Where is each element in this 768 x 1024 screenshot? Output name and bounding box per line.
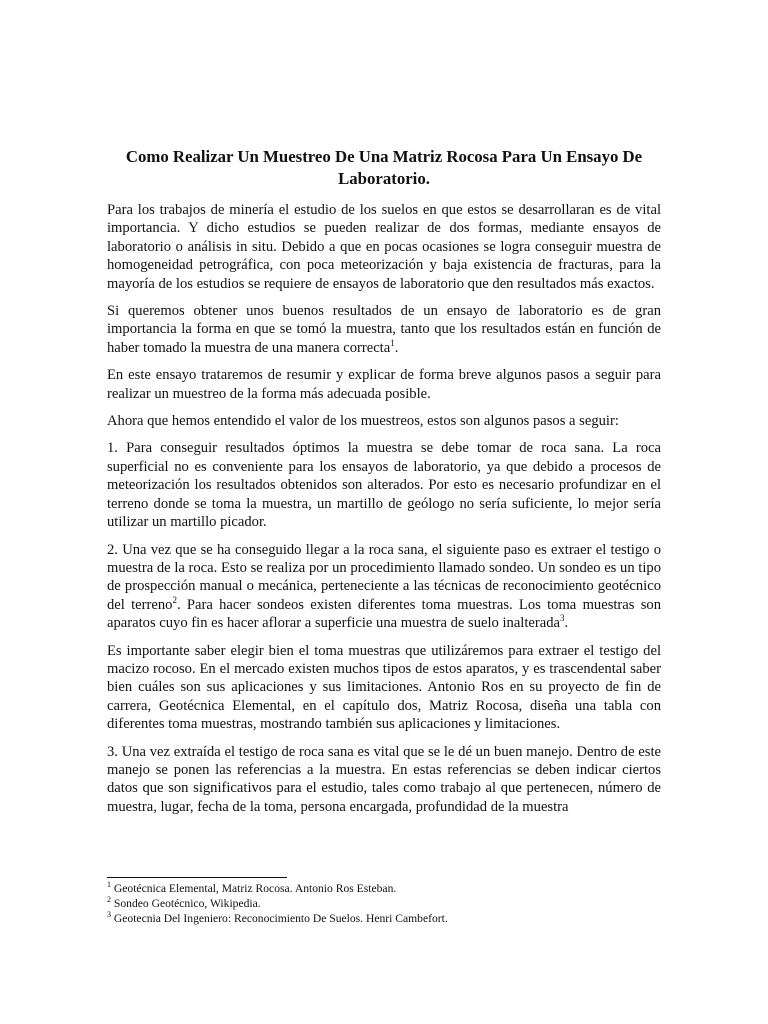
footnote-number: 1 — [107, 880, 111, 890]
paragraph-intro — [107, 201, 661, 293]
paragraph-tail: . — [394, 339, 399, 356]
footnote-text: Sondeo Geotécnico, Wikipedia. — [111, 897, 261, 910]
footnote-ref[interactable]: 2 — [172, 594, 177, 605]
footnotes — [107, 877, 661, 926]
paragraph-text: En este ensayo trataremos de resumir y explicar de forma breve algunos pasos a seguir para realizar un muestreo de la forma más adecuada posible. — [107, 367, 661, 402]
paragraph-text: 3. Una vez extraída el testigo de roca sana es vital que se le dé un buen manejo. Dentro de este manejo se ponen las referencias a la muestra. En estas referencias se deben indicar ciertos datos que son significativos para el estudio, tales como trabajo al que pertenecen, número de muestra, lugar, fecha de la toma, persona encargada, profundidad de la muestra — [107, 743, 661, 815]
paragraph-text: 1. Para conseguir resultados óptimos la muestra se debe tomar de roca sana. La roca superficial no es conveniente para los ensayos de laboratorio, ya que debido a procesos de meteorización los resultados obtenidos son alterados. Por esto es necesario profundizar en el terreno donde se toma la muestra, un martillo de geólogo no sería suficiente, lo mejor sería utilizar un martillo picador. — [107, 440, 661, 531]
footnote-3 — [107, 911, 661, 926]
paragraph-step-2 — [107, 541, 661, 633]
paragraph-step-1 — [107, 439, 661, 531]
paragraph-text: Ahora que hemos entendido el valor de los muestreos, estos son algunos pasos a seguir: — [107, 413, 619, 430]
footnote-ref[interactable]: 1 — [390, 337, 395, 348]
paragraph-steps-intro — [107, 412, 661, 430]
paragraph-importance — [107, 302, 661, 357]
footnote-number: 2 — [107, 895, 111, 905]
paragraph-purpose — [107, 366, 661, 403]
paragraph-text: 2. Una vez que se ha conseguido llegar a la roca sana, el siguiente paso es extraer el testigo o muestra de la roca. Esto se realiza por un procedimiento llamado sondeo. Un sondeo es un tipo de prospección manual o mecánica, perteneciente a las técnicas de reconocimiento geotécnico del terreno — [107, 541, 661, 613]
paragraph-sampler-choice — [107, 642, 661, 734]
document-page — [107, 146, 661, 825]
footnote-divider — [107, 877, 287, 878]
document-title: Como Realizar Un Muestreo De Una Matriz Rocosa Para Un Ensayo De Laboratorio. — [125, 147, 643, 188]
paragraph-step-3 — [107, 743, 661, 817]
footnote-text: Geotécnica Elemental, Matriz Rocosa. Antonio Ros Esteban. — [111, 882, 397, 895]
paragraph-text: Si queremos obtener unos buenos resultados de un ensayo de laboratorio es de gran importancia la forma en que se tomó la muestra, tanto que los resultados están en función de haber tomado la muestra de una manera correcta — [107, 303, 661, 356]
footnote-text: Geotecnia Del Ingeniero: Reconocimiento De Suelos. Henri Cambefort. — [111, 912, 448, 925]
footnote-1 — [107, 881, 661, 896]
footnote-number: 3 — [107, 910, 111, 920]
paragraph-tail: . — [564, 615, 569, 632]
footnote-2 — [107, 896, 661, 911]
paragraph-text: Para los trabajos de minería el estudio de los suelos en que estos se desarrollaran es de vital importancia. Y dicho estudios se pueden realizar de dos formas, mediante ensayos de laboratorio o análisis in situ. Debido a que en pocas ocasiones se logra conseguir muestra de homogeneidad petrográfica, con poca meteorización y baja existencia de fracturas, para la mayoría de los estudios se requiere de ensayos de laboratorio que den resultados más exactos. — [107, 202, 661, 292]
footnote-ref[interactable]: 3 — [560, 613, 565, 624]
paragraph-text-mid: . Para hacer sondeos existen diferentes toma muestras. Los toma muestras son aparatos cuyo fin es hacer aflorar a superficie una muestra de suelo inalterada — [107, 596, 661, 632]
paragraph-text: Es importante saber elegir bien el toma muestras que utilizáremos para extraer el testigo del macizo rocoso. En el mercado existen muchos tipos de estos aparatos, y es trascendental saber bien cuáles son sus aplicaciones y sus limitaciones. Antonio Ros en su proyecto de fin de carrera, Geotécnica Elemental, en el capítulo dos, Matriz Rocosa, diseña una tabla con diferentes toma muestras, mostrando también sus aplicaciones y limitaciones. — [107, 642, 661, 733]
